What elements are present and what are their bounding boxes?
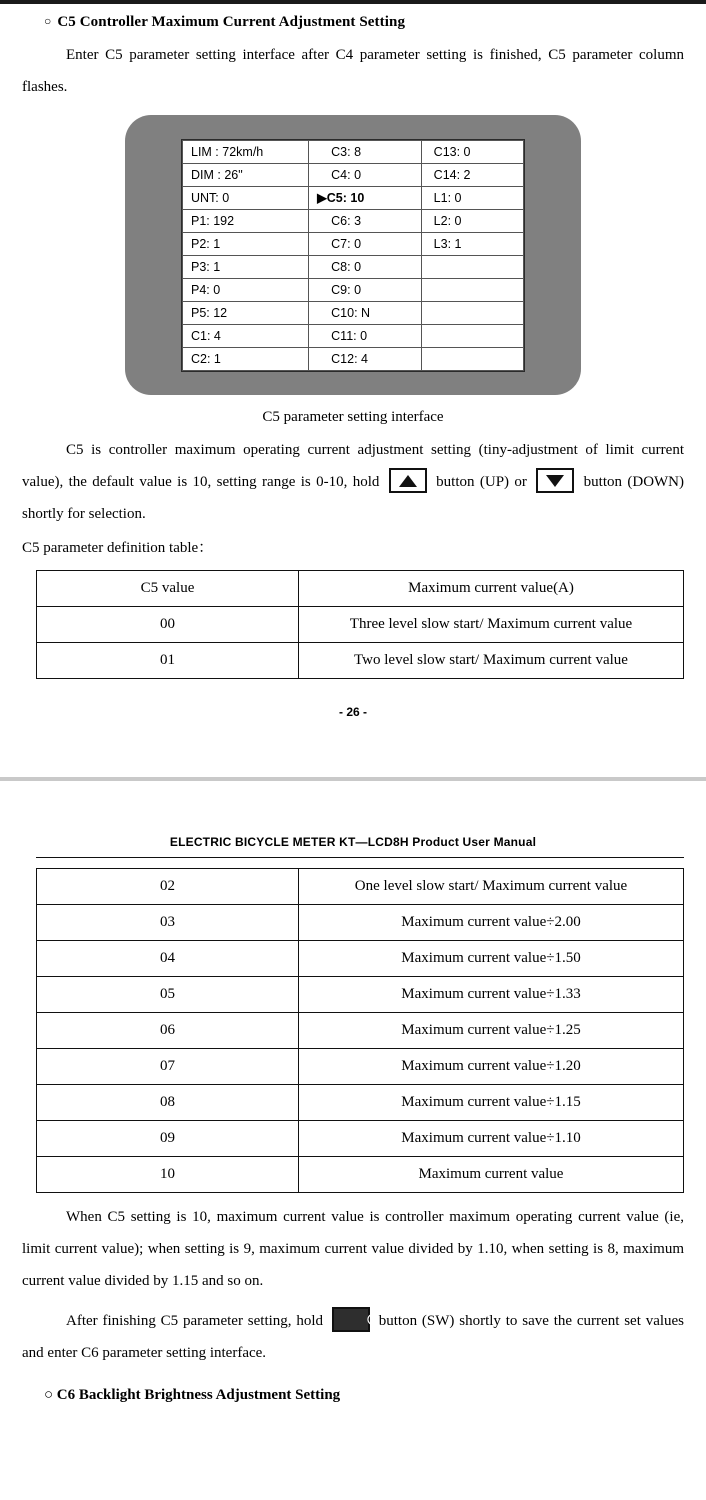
table-header-cell: C5 value [37,571,299,607]
table-row [37,1085,684,1121]
lcd-device-figure [22,115,684,395]
lcd-cell: C10: N [309,301,422,324]
lcd-cell: LIM : 72km/h [183,140,309,163]
triangle-down-icon [546,475,564,487]
lcd-cell: C11: 0 [309,324,422,347]
power-symbol-icon: ⏻ [366,1310,379,1328]
save-instruction-text-b: button (SW) shortly to save the current set values and enter C6 parameter setting interface. [22,1313,685,1361]
description-text-b: button (UP) or [436,474,527,490]
next-section-heading: ○ C6 Backlight Brightness Adjustment Setting [44,1387,341,1403]
description-text-a: C5 is controller maximum operating current adjustment setting (tiny-adjustment of limit current value), the default value is 10, setting range is 0-10, hold [22,442,684,490]
lcd-row [183,347,524,370]
lcd-cell: P2: 1 [183,232,309,255]
description-text-c: button (DOWN) shortly for selection. [22,474,685,522]
table-cell-value: 03 [37,905,299,941]
table-row [37,977,684,1013]
lcd-cell-selected-text: C5: 10 [326,191,365,205]
table-cell-desc: Two level slow start/ Maximum current value [299,643,684,679]
lcd-row [183,209,524,232]
lcd-cell: C6: 3 [309,209,422,232]
lcd-parameter-table [182,140,524,371]
lcd-row [183,232,524,255]
down-button-icon [536,468,574,493]
table-cell-desc: Three level slow start/ Maximum current value [299,607,684,643]
lcd-row [183,324,524,347]
table-row [37,1157,684,1193]
table-row [37,1013,684,1049]
table-cell-value: 02 [37,869,299,905]
lcd-row [183,163,524,186]
lcd-cell [421,347,523,370]
lcd-cell [421,278,523,301]
table-row [37,905,684,941]
table-cell-value: 10 [37,1157,299,1193]
table-row [37,869,684,905]
page-two [0,835,706,1403]
page-number: - 26 - [338,705,367,719]
lcd-row [183,278,524,301]
lcd-cell-selected [309,186,422,209]
table-cell-desc: Maximum current value÷1.10 [299,1121,684,1157]
power-button-icon [332,1307,379,1332]
table-cell-desc: Maximum current value÷1.50 [299,941,684,977]
table-cell-desc: Maximum current value÷2.00 [299,905,684,941]
lcd-cell: C3: 8 [309,140,422,163]
up-button-icon [389,468,427,493]
table-cell-value: 06 [37,1013,299,1049]
lcd-cell: C14: 2 [421,163,523,186]
lcd-cell: L1: 0 [421,186,523,209]
description-paragraph [22,434,684,530]
lcd-cell: P1: 192 [183,209,309,232]
lcd-cell: C1: 4 [183,324,309,347]
save-instruction-text-a: After finishing C5 parameter setting, hold [66,1313,324,1329]
save-instruction-paragraph [22,1305,684,1369]
table-cell-desc: Maximum current value÷1.15 [299,1085,684,1121]
table-cell-value: 01 [37,643,299,679]
figure-caption: C5 parameter setting interface [262,409,444,425]
document-header: ELECTRIC BICYCLE METER KT—LCD8H Product User Manual [169,835,537,849]
lcd-cell: C9: 0 [309,278,422,301]
table-cell-value: 00 [37,607,299,643]
lcd-cell: P5: 12 [183,301,309,324]
lcd-cell: L3: 1 [421,232,523,255]
table-cell-desc: One level slow start/ Maximum current value [299,869,684,905]
lcd-cell [421,301,523,324]
lcd-device-body [125,115,581,395]
page-one [0,14,706,719]
table-cell-value: 04 [37,941,299,977]
table-cell-desc: Maximum current value [299,1157,684,1193]
lcd-cell: UNT: 0 [183,186,309,209]
table-header-cell: Maximum current value(A) [299,571,684,607]
section-heading [44,14,684,31]
table-row [37,1121,684,1157]
lcd-cell: C7: 0 [309,232,422,255]
lcd-cell: P3: 1 [183,255,309,278]
lcd-screen [181,139,525,372]
lcd-cell: C2: 1 [183,347,309,370]
table-cell-desc: Maximum current value÷1.33 [299,977,684,1013]
selection-arrow-icon: ▶ [317,191,327,205]
triangle-up-icon [399,475,417,487]
top-rule [0,0,706,4]
lcd-cell [421,324,523,347]
lcd-cell: P4: 0 [183,278,309,301]
table-title: C5 parameter definition table： [22,540,214,556]
table-cell-value: 08 [37,1085,299,1121]
explanation-paragraph: When C5 setting is 10, maximum current value is controller maximum operating current value (ie, limit current value); when setting is 9, maximum current value divided by 1.10, when setting is 8, maximum current value divided by 1.15 and so on. [22,1209,684,1289]
table-cell-desc: Maximum current value÷1.20 [299,1049,684,1085]
lcd-row-selected [183,186,524,209]
table-row [37,941,684,977]
lcd-row [183,301,524,324]
bullet-icon: ○ [44,14,52,28]
header-rule [36,857,684,858]
lcd-row [183,140,524,163]
table-cell-value: 05 [37,977,299,1013]
page-divider [0,777,706,781]
table-row [37,643,684,679]
c5-definition-table-part2 [36,868,684,1193]
table-header-row [37,571,684,607]
table-cell-value: 09 [37,1121,299,1157]
table-cell-value: 07 [37,1049,299,1085]
intro-paragraph: Enter C5 parameter setting interface after C4 parameter setting is finished, C5 parameter column flashes. [22,47,684,95]
lcd-cell: C8: 0 [309,255,422,278]
table-cell-desc: Maximum current value÷1.25 [299,1013,684,1049]
lcd-cell: C13: 0 [421,140,523,163]
table-row [37,1049,684,1085]
page-gap [0,719,706,777]
lcd-cell: C12: 4 [309,347,422,370]
c5-definition-table-part1 [36,570,684,679]
section-heading-text: C5 Controller Maximum Current Adjustment Setting [57,14,406,30]
lcd-cell: DIM : 26" [183,163,309,186]
lcd-row [183,255,524,278]
lcd-cell: C4: 0 [309,163,422,186]
lcd-cell [421,255,523,278]
lcd-cell: L2: 0 [421,209,523,232]
table-row [37,607,684,643]
